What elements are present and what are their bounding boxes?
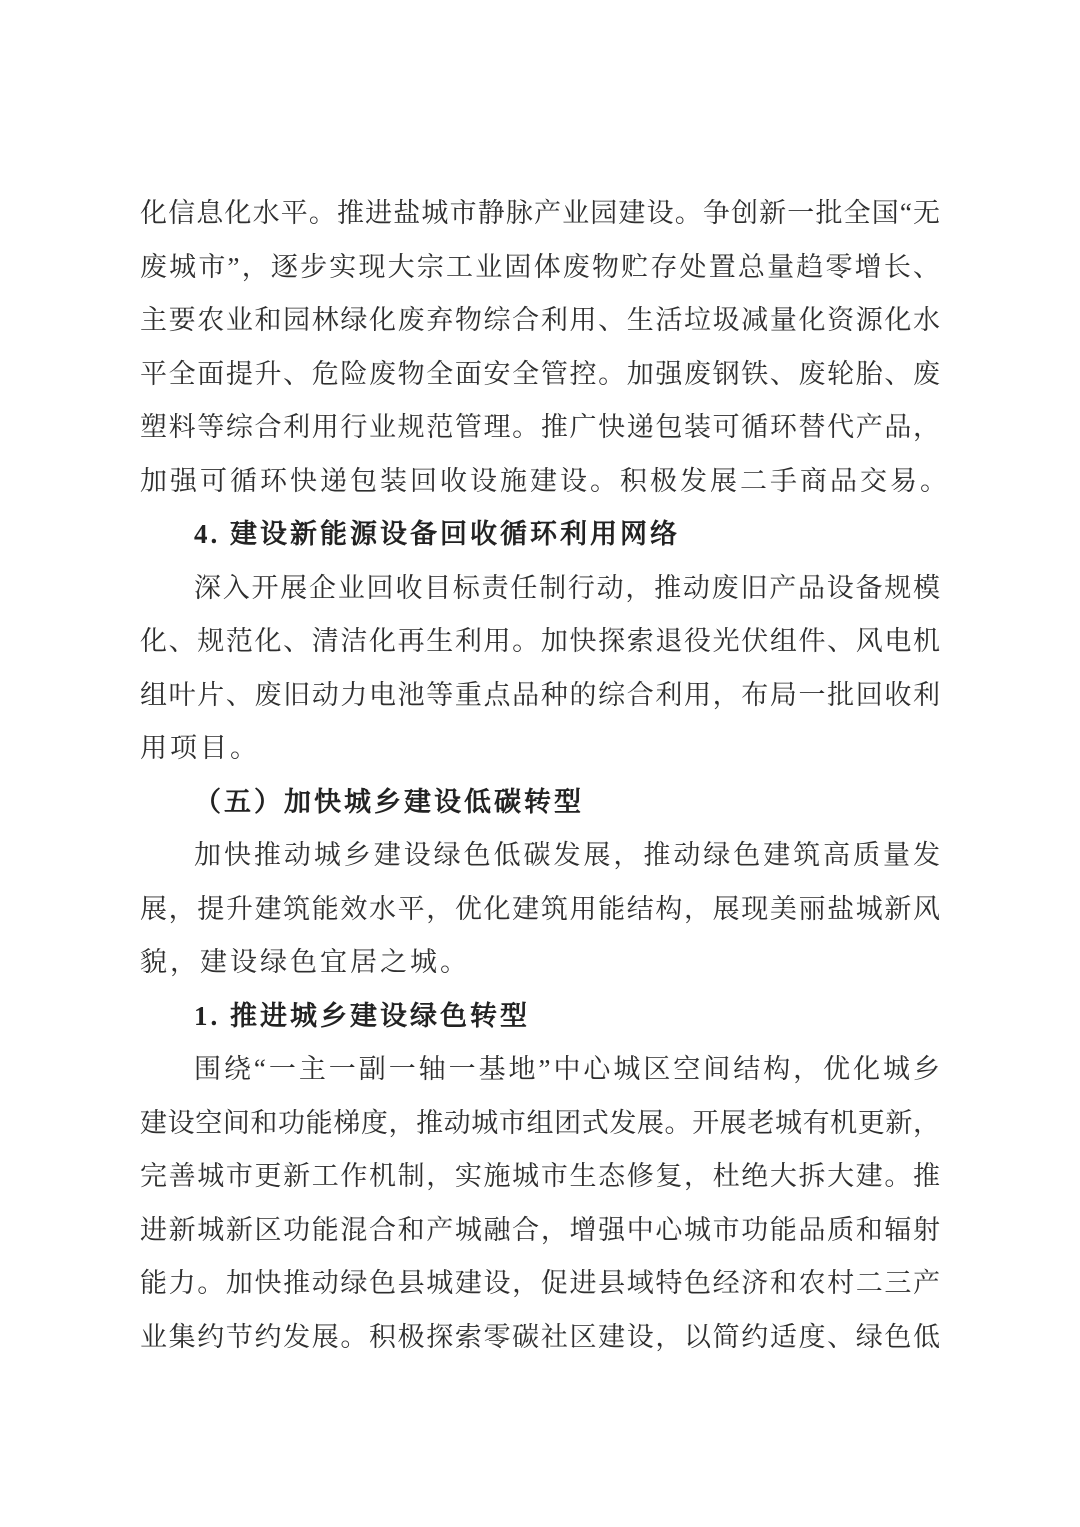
text-line: 完善城市更新工作机制，实施城市生态修复，杜绝大拆大建。推 xyxy=(140,1161,940,1191)
heading-line: 1. 推进城乡建设绿色转型 xyxy=(194,1000,530,1031)
text-line: 进新城新区功能混合和产城融合，增强中心城市功能品质和辐射 xyxy=(140,1214,940,1245)
text-line: 用项目。 xyxy=(140,733,260,763)
text-line: 化、规范化、清洁化再生利用。加快探索退役光伏组件、风电机 xyxy=(140,626,940,656)
paragraph xyxy=(140,1043,940,1364)
text-line: 化信息化水平。推进盐城市静脉产业园建设。争创新一批全国“无 xyxy=(140,198,940,228)
text-line: 貌，建设绿色宜居之城。 xyxy=(140,947,470,977)
text-line: 加快推动城乡建设绿色低碳发展，推动绿色建筑高质量发 xyxy=(194,840,940,870)
text-line: 业集约节约发展。积极探索零碳社区建设，以简约适度、绿色低 xyxy=(140,1321,940,1352)
text-line: 平全面提升、危险废物全面安全管控。加强废钢铁、废轮胎、废 xyxy=(140,358,940,389)
text-line: 建设空间和功能梯度，推动城市组团式发展。开展老城有机更新， xyxy=(140,1107,940,1138)
section-heading xyxy=(140,508,940,562)
text-line: 主要农业和园林绿化废弃物综合利用、生活垃圾减量化资源化水 xyxy=(140,305,940,335)
heading-line: （五）加快城乡建设低碳转型 xyxy=(194,786,584,817)
text-line: 展，提升建筑能效水平，优化建筑用能结构，展现美丽盐城新风 xyxy=(140,893,940,924)
text-line: 能力。加快推动绿色县城建设，促进县域特色经济和农村二三产 xyxy=(140,1268,940,1298)
text-line: 加强可循环快递包装回收设施建设。积极发展二手商品交易。 xyxy=(140,465,950,496)
paragraph xyxy=(140,562,940,776)
text-line: 深入开展企业回收目标责任制行动，推动废旧产品设备规模 xyxy=(194,572,940,603)
heading-line: 4. 建设新能源设备回收循环利用网络 xyxy=(194,519,680,549)
document-text xyxy=(140,187,950,1364)
text-line: 组叶片、废旧动力电池等重点品种的综合利用，布局一批回收利 xyxy=(140,679,940,710)
paragraph xyxy=(140,829,940,990)
text-line: 塑料等综合利用行业规范管理。推广快递包装可循环替代产品， xyxy=(140,412,940,442)
section-heading xyxy=(140,776,940,830)
paragraph xyxy=(140,187,950,508)
text-line: 废城市”，逐步实现大宗工业固体废物贮存处置总量趋零增长、 xyxy=(140,251,940,282)
section-heading xyxy=(140,990,940,1044)
text-line: 围绕“一主一副一轴一基地”中心城区空间结构，优化城乡 xyxy=(194,1054,940,1084)
